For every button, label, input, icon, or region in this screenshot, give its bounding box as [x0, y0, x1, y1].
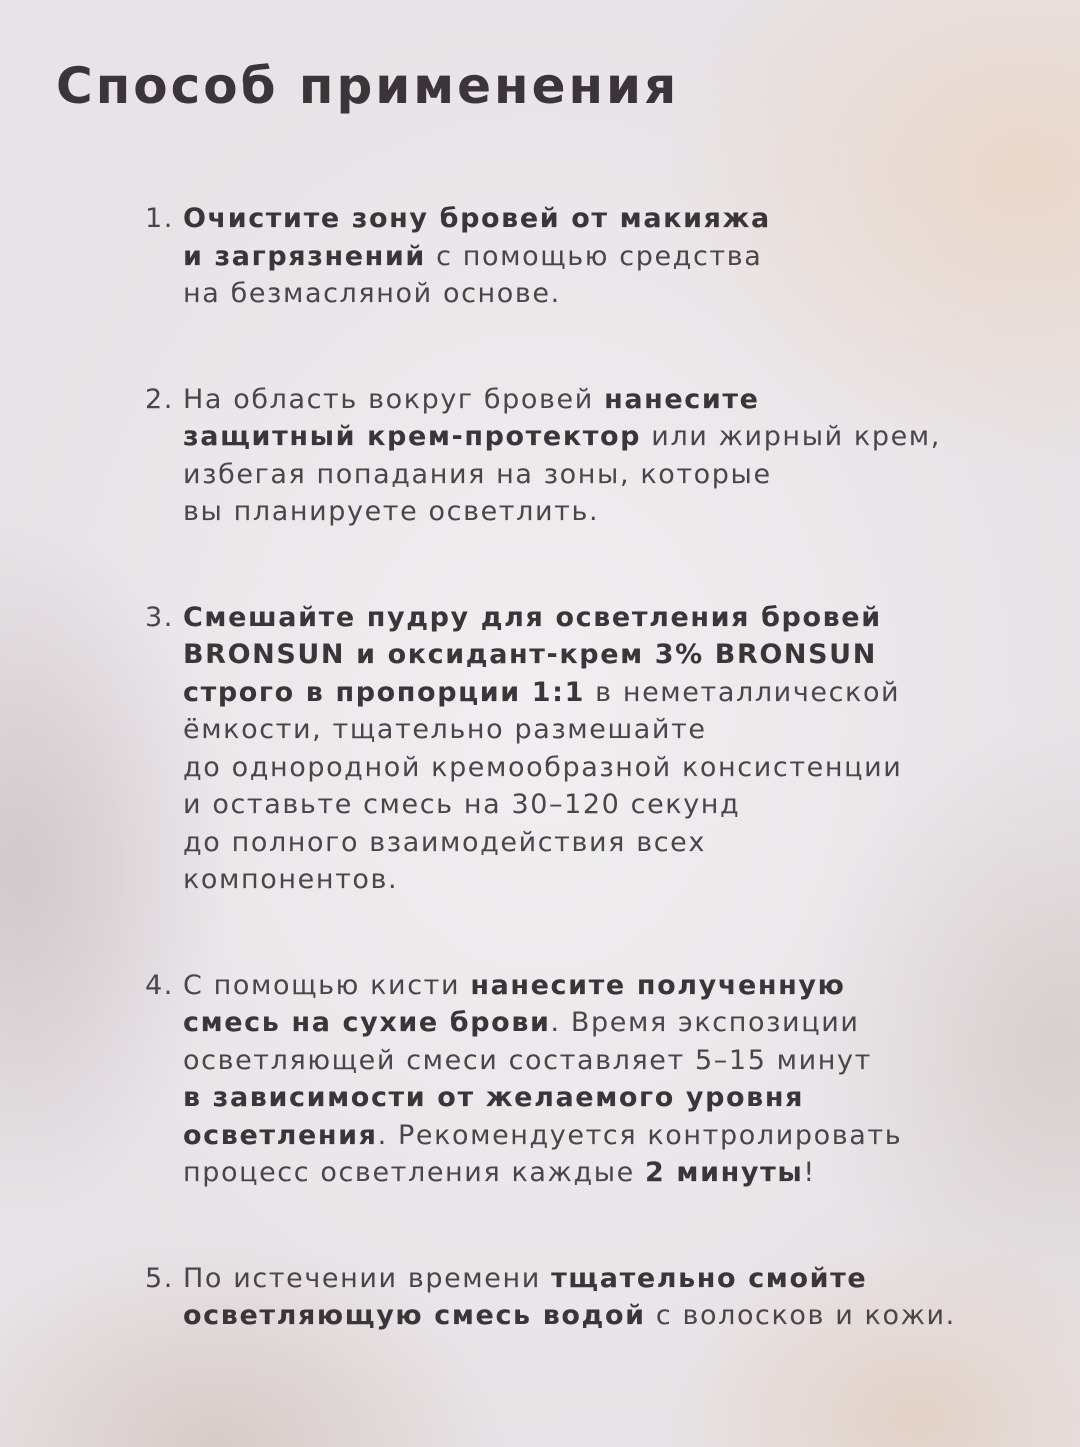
- step-text-bold: и загрязнений: [183, 240, 426, 272]
- step-text-regular: до полного взаимодействия всех: [183, 826, 706, 858]
- step-text-regular: или жирный крем,: [641, 421, 941, 452]
- step-text-regular: осветляющей смеси составляет 5–15 минут: [183, 1044, 872, 1076]
- step-text-regular: вы планируете осветлить.: [183, 496, 600, 527]
- steps-list: [145, 200, 965, 1335]
- step-text-bold: нанесите: [604, 383, 760, 415]
- step-number: 5.: [145, 1262, 174, 1294]
- step-number: 3.: [145, 601, 174, 633]
- step-text-bold: тщательно смойте: [551, 1262, 868, 1294]
- step-item: [145, 967, 965, 1192]
- step-line: [183, 1079, 965, 1117]
- step-text-bold: Смешайте пудру для осветления бровей: [183, 601, 882, 633]
- step-text-bold: строго в пропорции 1:1: [183, 676, 585, 708]
- step-text-bold: BRONSUN и оксидант-крем 3% BRONSUN: [183, 639, 877, 670]
- step-text-regular: и оставьте смесь на 30–120 секунд: [183, 789, 741, 820]
- step-text-bold: нанесите полученную: [470, 969, 846, 1001]
- step-text: [183, 967, 965, 1192]
- step-text-regular: По истечении времени: [183, 1262, 552, 1294]
- step-number: 2.: [145, 383, 174, 415]
- step-text: [183, 599, 965, 899]
- step-text-regular: с волосков и кожи.: [645, 1300, 956, 1331]
- step-text-bold: осветляющую смесь водой: [183, 1300, 646, 1331]
- page-title: Способ применения: [56, 57, 680, 115]
- step-text-regular: ёмкости, тщательно размешайте: [183, 714, 707, 745]
- step-line: [183, 493, 965, 531]
- step-line: [183, 418, 965, 456]
- step-item: [145, 599, 965, 899]
- step-text: [183, 1260, 965, 1335]
- step-line: [183, 1154, 965, 1192]
- step-line: [183, 786, 965, 824]
- step-text-regular: процесс осветления каждые: [183, 1157, 646, 1188]
- step-text-regular: !: [803, 1157, 816, 1188]
- step-line: [183, 674, 965, 712]
- step-text-regular: до однородной кремообразной консистенции: [183, 751, 903, 783]
- step-line: [183, 749, 965, 787]
- step-line: [183, 275, 965, 313]
- step-line: [183, 381, 965, 419]
- step-item: [145, 1260, 965, 1335]
- step-text-bold: в зависимости от желаемого уровня: [183, 1082, 805, 1113]
- step-item: [145, 381, 965, 531]
- step-line: [183, 1004, 965, 1042]
- step-text-regular: избегая попадания на зоны, которые: [183, 458, 772, 490]
- step-line: [183, 861, 965, 899]
- step-line: [183, 599, 965, 637]
- step-text-regular: . Рекомендуется контролировать: [377, 1119, 903, 1151]
- step-line: [183, 1260, 965, 1298]
- step-text-regular: С помощью кисти: [183, 969, 471, 1001]
- step-line: [183, 1117, 965, 1155]
- step-text-regular: На область вокруг бровей: [183, 383, 605, 415]
- step-line: [183, 711, 965, 749]
- step-item: [145, 200, 965, 313]
- step-text-bold: 2 минуты: [645, 1157, 804, 1188]
- step-text-bold: Очистите зону бровей от макияжа: [183, 203, 771, 234]
- step-line: [183, 456, 965, 494]
- step-text-regular: в неметаллической: [584, 676, 901, 708]
- step-line: [183, 824, 965, 862]
- step-text-bold: защитный крем-протектор: [183, 421, 642, 452]
- step-text-bold: осветления: [183, 1119, 378, 1151]
- step-text: [183, 200, 965, 313]
- step-line: [183, 200, 965, 238]
- step-line: [183, 636, 965, 674]
- step-text-regular: на безмасляной основе.: [183, 278, 561, 309]
- step-text: [183, 381, 965, 531]
- step-number: 1.: [145, 203, 174, 234]
- step-text-bold: смесь на сухие брови: [183, 1007, 551, 1038]
- step-text-regular: . Время экспозиции: [550, 1007, 860, 1038]
- step-line: [183, 1297, 965, 1335]
- step-line: [183, 1042, 965, 1080]
- step-number: 4.: [145, 969, 174, 1001]
- step-text-regular: компонентов.: [183, 864, 399, 895]
- step-text-regular: с помощью средства: [425, 240, 763, 272]
- step-line: [183, 967, 965, 1005]
- step-line: [183, 238, 965, 276]
